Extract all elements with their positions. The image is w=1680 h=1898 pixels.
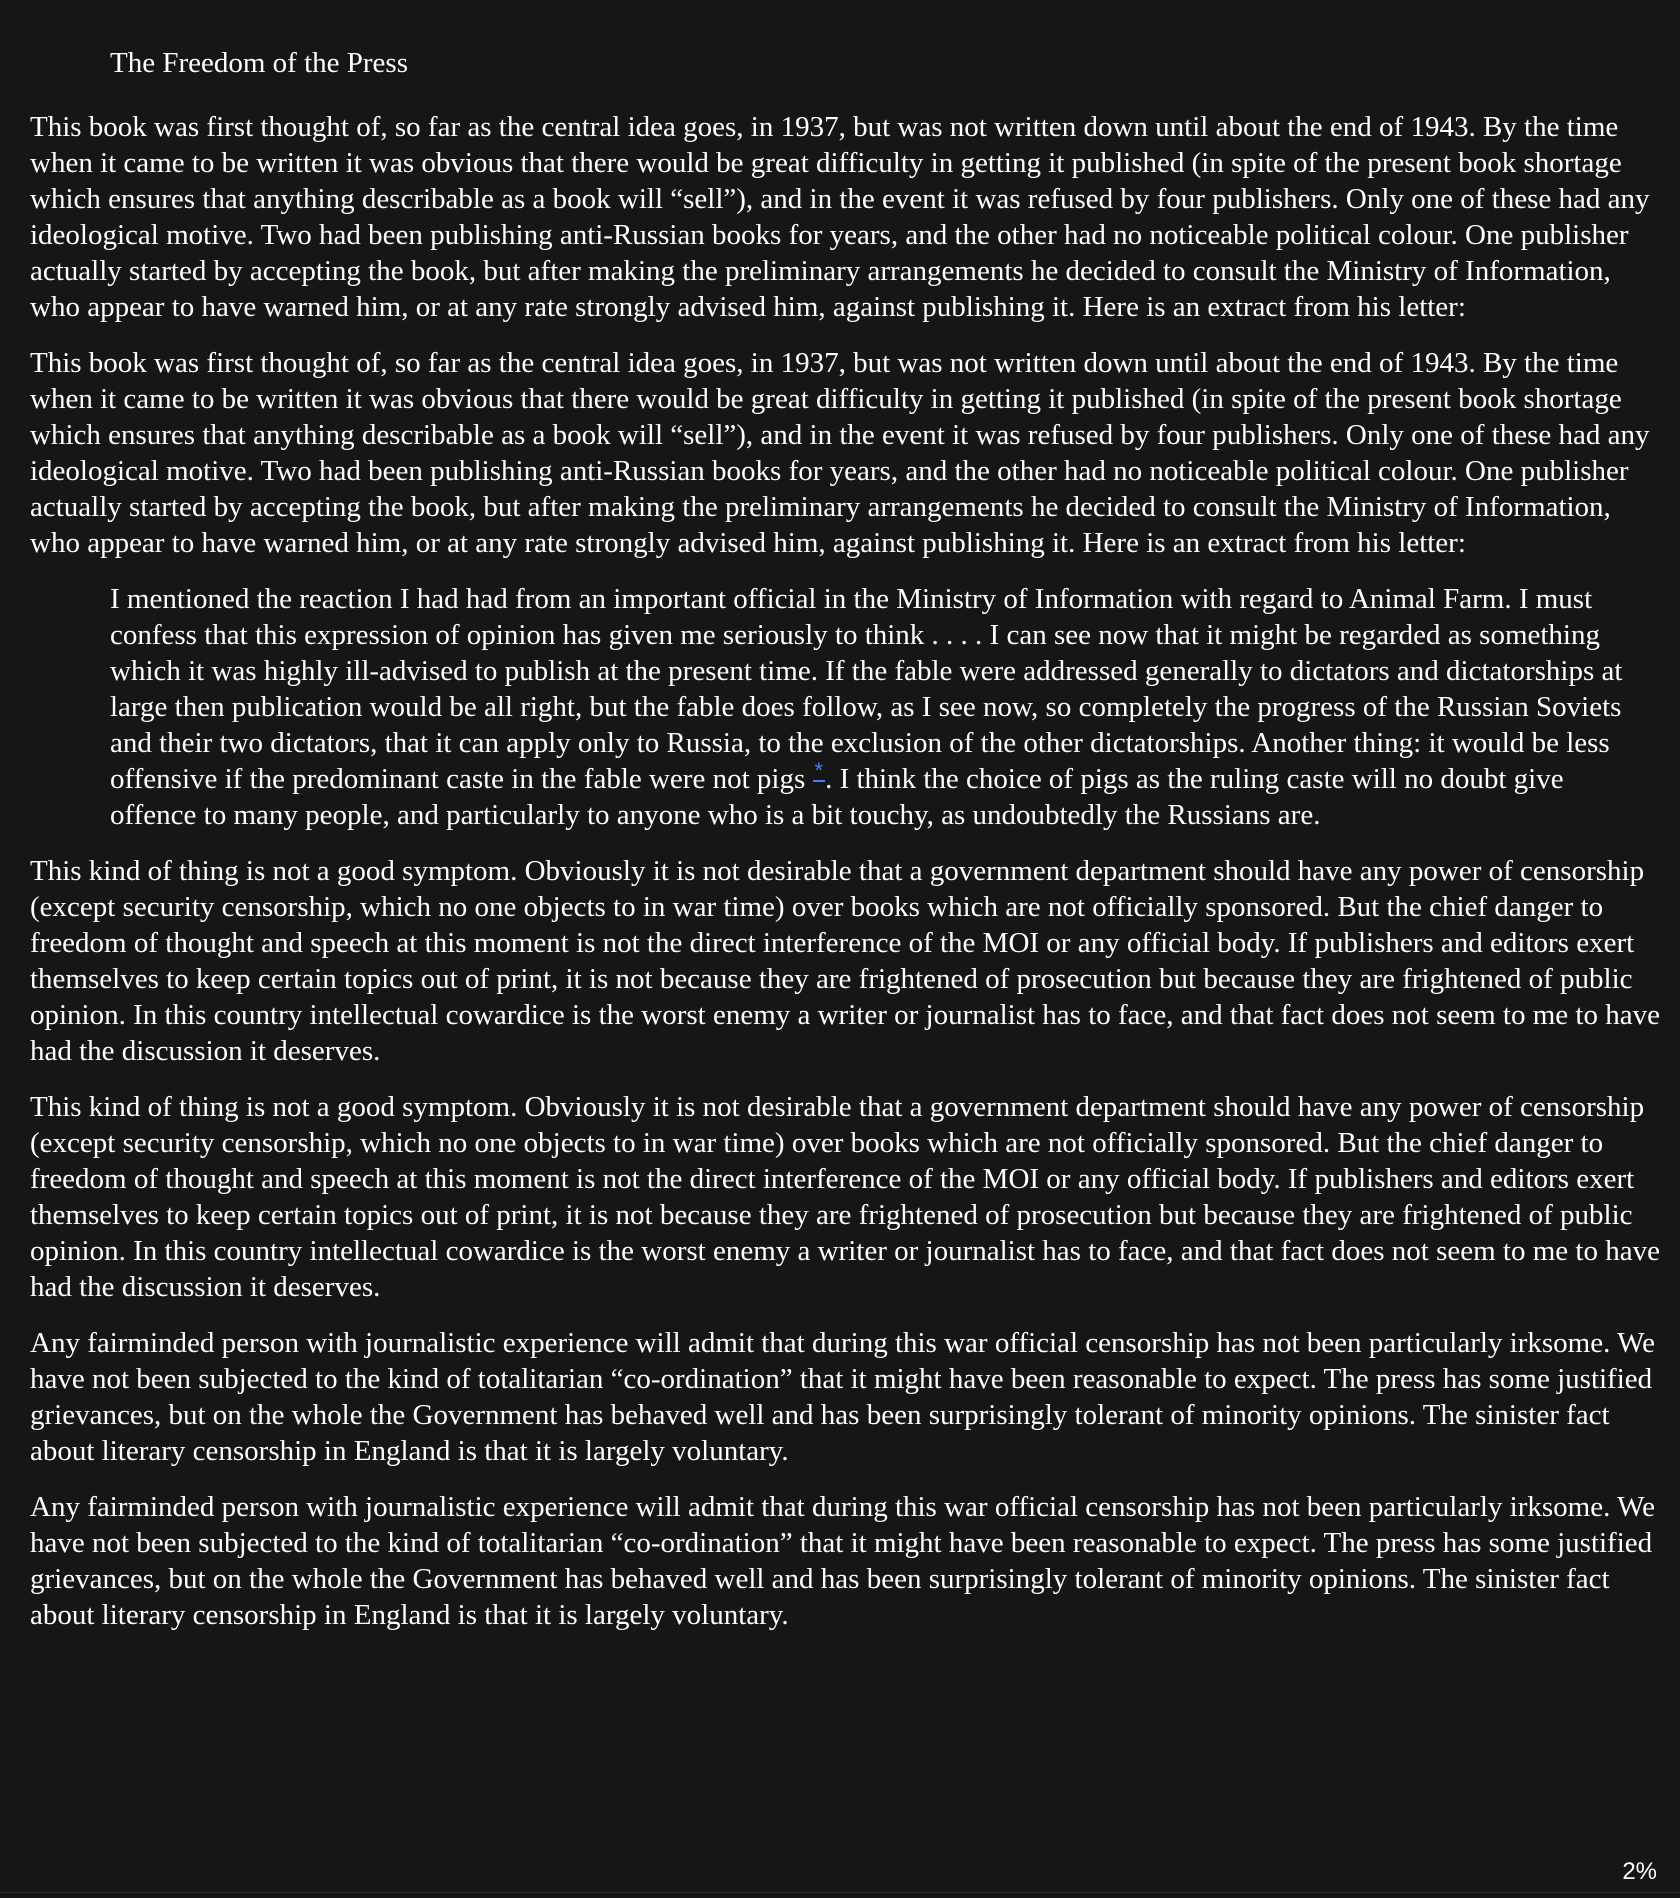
reader-content	[30, 44, 1662, 1653]
footnote-link[interactable]: *	[814, 758, 824, 783]
quote-text-end: . I think the choice of pigs as the ruling caste will no doubt give offence to many people, and particularly to anyone who is a bit touchy, as undoubtedly the Russians are.	[110, 763, 1564, 831]
chapter-title: The Freedom of the Press	[110, 47, 408, 79]
paragraph: Any fairminded person with journalistic experience will admit that during this war official censorship has not been particularly irksome. We have not been subjected to the kind of totalitarian “co-ordination” that it might have been reasonable to expect. The press has some justified grievances, but on the whole the Government has behaved well and has been surprisingly tolerant of minority opinions. The sinister fact about literary censorship in England is that it is largely voluntary.	[30, 1327, 1655, 1467]
block-quote	[110, 581, 1630, 833]
paragraph: Any fairminded person with journalistic experience will admit that during this war official censorship has not been particularly irksome. We have not been subjected to the kind of totalitarian “co-ordination” that it might have been reasonable to expect. The press has some justified grievances, but on the whole the Government has behaved well and has been surprisingly tolerant of minority opinions. The sinister fact about literary censorship in England is that it is largely voluntary.	[30, 1491, 1655, 1631]
bottom-divider	[0, 1892, 1680, 1893]
quote-text-start: I mentioned the reaction I had had from an important official in the Ministry of Information with regard to Animal Farm. I must confess that this expression of opinion has given me seriously to think . . . . I can see now that it might be regarded as something which it was highly ill-advised to publish at the present time. If the fable were addressed generally to dictators and dictatorships at large then publication would be all right, but the fable does follow, as I see now, so completely the progress of the Russian Soviets and their two dictators, that it can apply only to Russia, to the exclusion of the other dictatorships. Another thing: it would be less offensive if the predominant caste in the fable were not pigs	[110, 583, 1623, 795]
paragraph: This book was first thought of, so far as the central idea goes, in 1937, but was not written down until about the end of 1943. By the time when it came to be written it was obvious that there would be great difficulty in getting it published (in spite of the present book shortage which ensures that anything describable as a book will “sell”), and in the event it was refused by four publishers. Only one of these had any ideological motive. Two had been publishing anti-Russian books for years, and the other had no noticeable political colour. One publisher actually started by accepting the book, but after making the preliminary arrangements he decided to consult the Ministry of Information, who appear to have warned him, or at any rate strongly advised him, against publishing it. Here is an extract from his letter:	[30, 347, 1650, 559]
paragraph: This book was first thought of, so far as the central idea goes, in 1937, but was not written down until about the end of 1943. By the time when it came to be written it was obvious that there would be great difficulty in getting it published (in spite of the present book shortage which ensures that anything describable as a book will “sell”), and in the event it was refused by four publishers. Only one of these had any ideological motive. Two had been publishing anti-Russian books for years, and the other had no noticeable political colour. One publisher actually started by accepting the book, but after making the preliminary arrangements he decided to consult the Ministry of Information, who appear to have warned him, or at any rate strongly advised him, against publishing it. Here is an extract from his letter:	[30, 111, 1650, 323]
paragraph: This kind of thing is not a good symptom. Obviously it is not desirable that a government department should have any power of censorship (except security censorship, which no one objects to in war time) over books which are not officially sponsored. But the chief danger to freedom of thought and speech at this moment is not the direct interference of the MOI or any official body. If publishers and editors exert themselves to keep certain topics out of print, it is not because they are frightened of prosecution but because they are frightened of public opinion. In this country intellectual cowardice is the worst enemy a writer or journalist has to face, and that fact does not seem to me to have had the discussion it deserves.	[30, 855, 1660, 1067]
paragraph: This kind of thing is not a good symptom. Obviously it is not desirable that a government department should have any power of censorship (except security censorship, which no one objects to in war time) over books which are not officially sponsored. But the chief danger to freedom of thought and speech at this moment is not the direct interference of the MOI or any official body. If publishers and editors exert themselves to keep certain topics out of print, it is not because they are frightened of prosecution but because they are frightened of public opinion. In this country intellectual cowardice is the worst enemy a writer or journalist has to face, and that fact does not seem to me to have had the discussion it deserves.	[30, 1091, 1660, 1303]
reading-progress: 2%	[1622, 1858, 1657, 1885]
